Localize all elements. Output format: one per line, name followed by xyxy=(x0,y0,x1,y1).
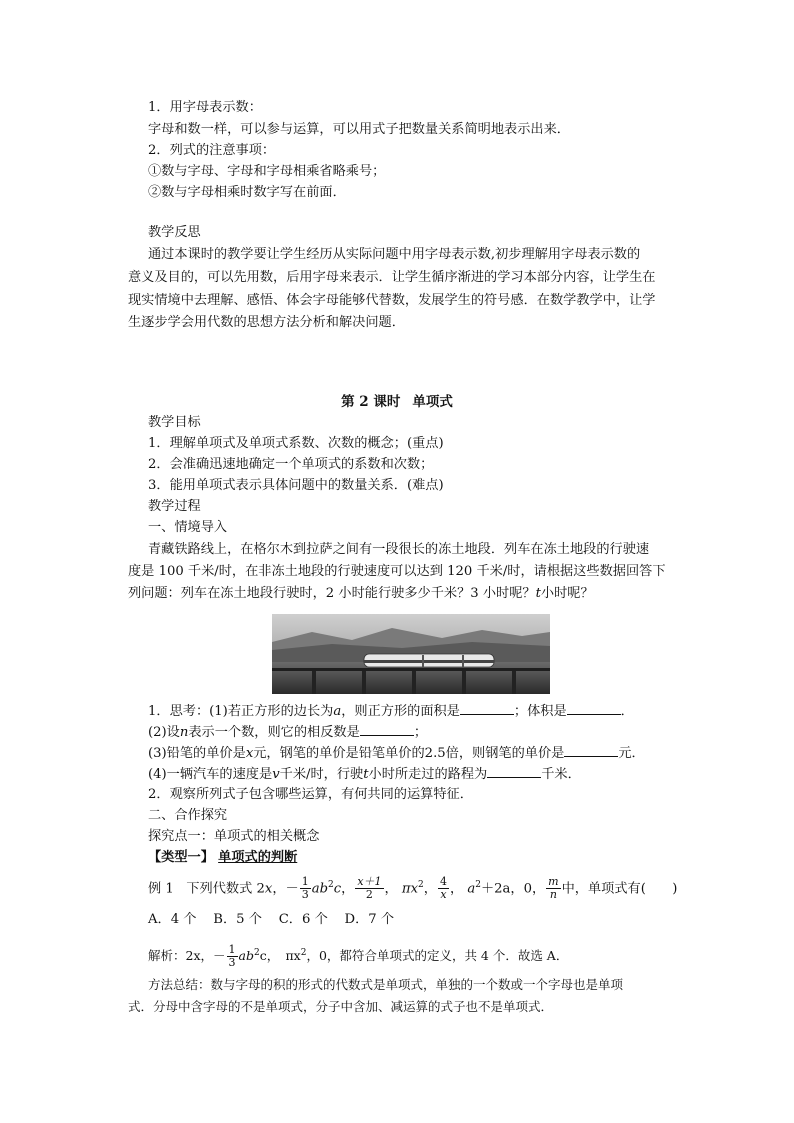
fraction: $\frac{4}{x}$ xyxy=(439,875,447,902)
goal-item: 2．会准确迅速地确定一个单项式的系数和次数； xyxy=(148,457,434,472)
scenario-line: 度是 100 千米/时，在非冻土地段的行驶速度可以达到 120 千米/时，请根据这些数据回答下 xyxy=(128,564,666,579)
fraction: $\frac{1}{3}$ xyxy=(301,875,309,902)
goal-item: 1．理解单项式及单项式系数、次数的概念；(重点) xyxy=(148,436,444,451)
fraction: $\frac{1}{3}$ xyxy=(228,943,236,970)
example-options xyxy=(148,911,394,929)
scenario-line: 列问题：列车在冻土地段行驶时，2 小时能行驶多少千米？3 小时呢？t小时呢？ xyxy=(128,586,594,601)
explore-heading: 探究点一：单项式的相关概念 xyxy=(148,829,320,844)
think-q5: 2．观察所列式子包含哪些运算，有何共同的运算特征． xyxy=(148,787,473,802)
process-heading: 教学过程 xyxy=(148,499,201,514)
intro-item1-body: 字母和数一样，可以参与运算，可以用式子把数量关系简明地表示出来． xyxy=(148,122,570,137)
lesson-title xyxy=(0,390,794,410)
fraction: $\frac{m}{n}$ xyxy=(548,875,559,902)
intro-item1-heading: 1．用字母表示数： xyxy=(148,100,262,115)
answer-blank[interactable] xyxy=(567,702,621,715)
intro-note2: ②数与字母相乘时数字写在前面． xyxy=(148,185,346,200)
train-photo xyxy=(272,614,550,694)
lesson-title-part2: 单项式 xyxy=(412,394,453,410)
intro-item2-heading: 2．列式的注意事项： xyxy=(148,143,276,158)
goals-heading: 教学目标 xyxy=(148,415,201,430)
think-q3: (3)铅笔的单价是x元，钢笔的单价是铅笔单价的2.5倍，则钢笔的单价是 元． xyxy=(148,746,645,761)
think-q2: (2)设n表示一个数，则它的相反数是 ； xyxy=(148,725,427,740)
goal-item: 3．能用单项式表示具体问题中的数量关系．(难点) xyxy=(148,478,444,493)
analysis: 解析：2x，－ $\frac{1}{3}$ $ab^2c$， $\pi x^2$，0，都符合单项式的定义，共 4 个．故选 A． xyxy=(148,943,569,970)
answer-blank[interactable] xyxy=(487,765,541,778)
option-c[interactable]: C．6 个 xyxy=(278,912,328,927)
reflection-line: 意义及目的，可以先用数，后用字母来表示．让学生循序渐进的学习本部分内容，让学生在 xyxy=(128,270,656,285)
answer-blank[interactable] xyxy=(460,702,514,715)
lesson-title-part1: 第 2 课时 xyxy=(341,394,401,410)
section-2-heading: 二、合作探究 xyxy=(148,808,228,823)
think-q1: 1．思考：(1)若正方形的边长为a，则正方形的面积是 ；体积是 ． xyxy=(148,704,634,719)
train-shape xyxy=(364,654,494,667)
summary-line: 式．分母中含字母的不是单项式，分子中含加、减运算的式子也不是单项式． xyxy=(128,999,554,1014)
think-q4: (4)一辆汽车的速度是v千米/时，行驶t小时所走过的路程为 千米． xyxy=(148,767,581,782)
reflection-line: 生逐步学会用代数的思想方法分析和解决问题． xyxy=(128,315,405,330)
reflection-heading: 教学反思 xyxy=(148,225,201,240)
reflection-line: 现实情境中去理解、感悟、体会字母能够代替数，发展学生的符号感．在数学教学中，让学 xyxy=(128,293,656,308)
reflection-line: 通过本课时的教学要让学生经历从实际问题中用字母表示数,初步理解用字母表示数的 xyxy=(148,247,641,262)
summary-line: 方法总结：数与字母的积的形式的代数式是单项式，单独的一个数或一个字母也是单项 xyxy=(148,977,624,992)
example-1: 例 1 下列代数式 2x，－ $\frac{1}{3}$ $ab^2c$， $\frac{x+1}{2}$ ， $\pi x^2$， $\frac{4}{x}$ ， $a^2+2a$，0， $\frac{m}{n}$ 中，单项式有( ) xyxy=(148,875,678,902)
fraction: $\frac{x+1}{2}$ xyxy=(357,875,382,902)
type1-heading: 【类型一】 单项式的判断 xyxy=(148,850,298,865)
option-d[interactable]: D．7 个 xyxy=(344,912,395,927)
intro-note1: ①数与字母、字母和字母相乘省略乘号； xyxy=(148,164,386,179)
scenario-line: 青藏铁路线上，在格尔木到拉萨之间有一段很长的冻土地段．列车在冻土地段的行驶速 xyxy=(148,542,650,557)
option-a[interactable]: A．4 个 xyxy=(148,912,197,927)
section-1-heading: 一、情境导入 xyxy=(148,520,228,535)
answer-blank[interactable] xyxy=(360,723,414,736)
answer-blank[interactable] xyxy=(564,744,618,757)
option-b[interactable]: B．5 个 xyxy=(213,912,262,927)
